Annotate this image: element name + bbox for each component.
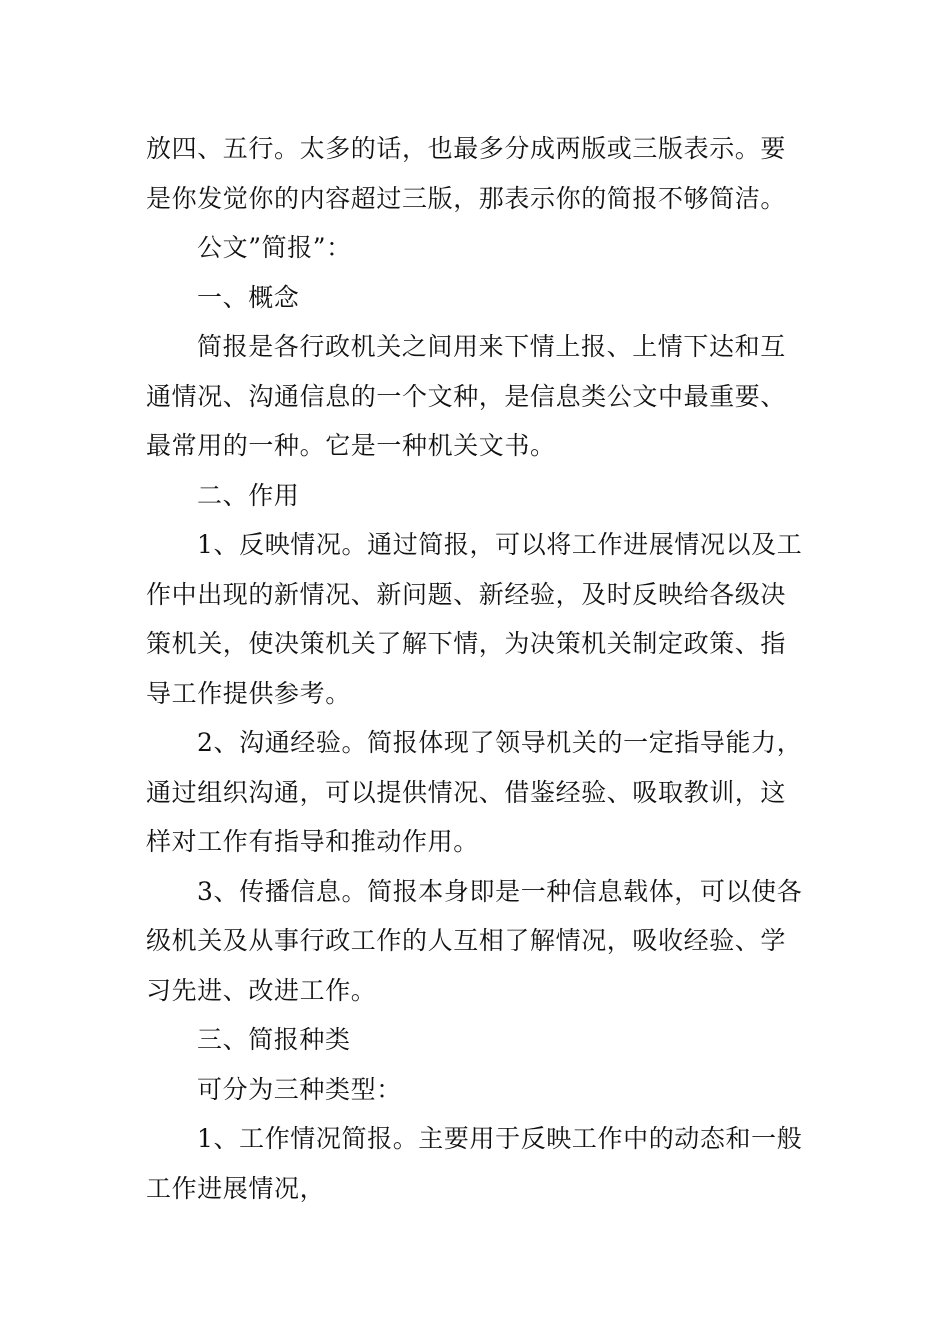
- text-line: 最常用的一种。它是一种机关文书。: [146, 431, 556, 460]
- text-line: 工作进展情况，: [146, 1173, 326, 1203]
- text-line: 简报是各行政机关之间用来下情上报、上情下达和互: [197, 332, 786, 361]
- section-heading: 一、概念: [197, 282, 300, 312]
- text-line: 作中出现的新情况、新问题、新经验，及时反映给各级决: [146, 579, 787, 609]
- text-block: [146, 124, 808, 1213]
- text-line: 可分为三种类型：: [197, 1074, 402, 1104]
- text-line: 通过组织沟通，可以提供情况、借鉴经验、吸取教训，这: [146, 777, 787, 807]
- text-line: 1、反映情况。通过简报，可以将工作进展情况以及工: [197, 530, 803, 559]
- text-line: 习先进、改进工作。: [146, 975, 377, 1005]
- text-line: 策机关，使决策机关了解下情，为决策机关制定政策、指: [146, 629, 787, 658]
- text-line: 级机关及从事行政工作的人互相了解情况，吸收经验、学: [146, 926, 787, 955]
- document-body: [146, 124, 808, 1213]
- text-line: 1、工作情况简报。主要用于反映工作中的动态和一般: [197, 1124, 803, 1153]
- text-line: 是你发觉你的内容超过三版，那表示你的简报不够简洁。: [146, 183, 787, 213]
- text-line: 3、传播信息。简报本身即是一种信息载体，可以使各: [197, 876, 803, 906]
- section-heading: 二、作用: [197, 480, 300, 510]
- text-line: 通情况、沟通信息的一个文种，是信息类公文中最重要、: [146, 381, 787, 411]
- section-heading: 三、简报种类: [197, 1025, 351, 1054]
- text-line: 导工作提供参考。: [146, 678, 351, 708]
- heading-line: 公文”简报”：: [197, 233, 352, 262]
- text-line: 2、沟通经验。简报体现了领导机关的一定指导能力，: [197, 728, 803, 757]
- text-line: 样对工作有指导和推动作用。: [146, 827, 479, 856]
- text-line: 放四、五行。太多的话，也最多分成两版或三版表示。要: [146, 134, 787, 163]
